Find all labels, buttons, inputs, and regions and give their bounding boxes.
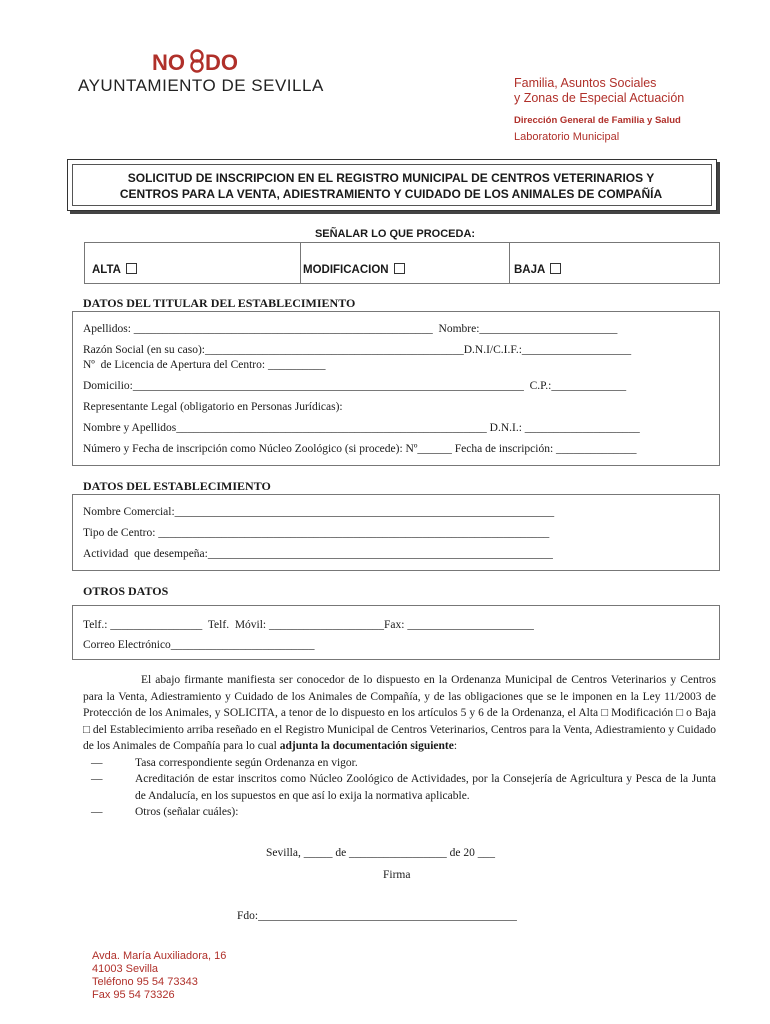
actividad-field[interactable]: Actividad que desempeña:____________________________________________________________ <box>83 548 553 560</box>
nombre-comercial-field[interactable]: Nombre Comercial:__________________________________________________________________ <box>83 506 555 518</box>
modificacion-checkbox[interactable] <box>394 263 405 274</box>
list-item-text: Tasa correspondiente según Ordenanza en vigor. <box>135 756 358 769</box>
options-heading: SEÑALAR LO QUE PROCEDA: <box>314 228 476 240</box>
city-logo-mark <box>150 46 240 76</box>
establecimiento-heading: DATOS DEL ESTABLECIMIENTO <box>83 479 271 493</box>
list-item <box>83 804 716 821</box>
apellidos-field[interactable]: Apellidos: ____________________________________________________ Nombre:________________________ <box>83 323 618 335</box>
razon-social-field[interactable]: Razón Social (en su caso):_____________________________________________D.N.I/C.I.F.:___________________ <box>83 344 632 356</box>
lab-name: Laboratorio Municipal <box>514 131 620 143</box>
fdo-field[interactable]: Fdo:_____________________________________________ <box>237 910 517 922</box>
footer-phone: Teléfono 95 54 73343 <box>92 976 198 988</box>
declaration-bold: adjunta la documentación siguiente <box>279 740 454 752</box>
alta-checkbox[interactable] <box>126 263 137 274</box>
dash-marker: — <box>91 773 103 785</box>
list-item-text: Acreditación de estar inscritos como Núcleo Zoológico de Actividades, por la Consejería de Agricultura y Pesca de la Junta de Andalucía, en los supuestos en que así lo exija la normativa aplicable. <box>135 773 716 802</box>
otros-box <box>72 605 720 660</box>
directorate: Dirección General de Familia y Salud <box>514 115 681 126</box>
footer-city: 41003 Sevilla <box>92 963 159 975</box>
telefonos-field[interactable]: Telf.: ________________ Telf. Móvil: ____________________Fax: ______________________ <box>83 619 534 631</box>
form-title-line-2: CENTROS PARA LA VENTA, ADIESTRAMIENTO Y CUIDADO DE LOS ANIMALES DE COMPAÑÍA <box>119 187 663 201</box>
otros-heading: OTROS DATOS <box>83 584 169 598</box>
org-name: AYUNTAMIENTO DE SEVILLA <box>78 76 324 95</box>
nombre-apellidos-field[interactable]: Nombre y Apellidos______________________________________________________ D.N.I.: ____________________ <box>83 422 640 434</box>
option-modificacion[interactable] <box>303 263 405 276</box>
option-alta-label: ALTA <box>92 264 121 276</box>
list-item <box>83 755 716 772</box>
footer-address: Avda. María Auxiliadora, 16 <box>92 950 227 962</box>
list-item-text: Otros (señalar cuáles): <box>135 806 239 818</box>
options-divider <box>300 243 301 283</box>
domicilio-field[interactable]: Domicilio:____________________________________________________________________ C.P.:_____________ <box>83 380 627 392</box>
baja-checkbox[interactable] <box>550 263 561 274</box>
department-line-1: Familia, Asuntos Sociales <box>514 76 657 90</box>
option-baja-label: BAJA <box>514 264 546 276</box>
declaration-colon: : <box>453 740 458 752</box>
footer-fax: Fax 95 54 73326 <box>92 989 175 1001</box>
tipo-centro-field[interactable]: Tipo de Centro: ____________________________________________________________________ <box>83 527 550 539</box>
correo-field[interactable]: Correo Electrónico_________________________ <box>83 639 315 651</box>
nucleo-zoologico-field[interactable]: Número y Fecha de inscripción como Núcleo Zoológico (si procede): Nº______ Fecha de inscripción: ______________ <box>83 443 637 455</box>
declaration <box>83 672 716 821</box>
department-line-2: y Zonas de Especial Actuación <box>514 91 685 105</box>
titular-heading: DATOS DEL TITULAR DEL ESTABLECIMIENTO <box>83 296 356 310</box>
options-divider <box>509 243 510 283</box>
place-date-field[interactable]: Sevilla, _____ de _________________ de 20 ___ <box>266 847 496 859</box>
form-title-line-1: SOLICITUD DE INSCRIPCION EN EL REGISTRO MUNICIPAL DE CENTROS VETERINARIOS Y <box>127 171 655 185</box>
list-item <box>83 771 716 804</box>
dash-marker: — <box>91 806 103 818</box>
firma-label: Firma <box>383 869 411 881</box>
dash-marker: — <box>91 756 103 769</box>
form-title <box>72 170 710 202</box>
licencia-field[interactable]: Nº de Licencia de Apertura del Centro: __________ <box>83 359 326 371</box>
declaration-paragraph <box>83 672 716 755</box>
declaration-text: El abajo firmante manifiesta ser conocedor de lo dispuesto en la Ordenanza Municipal de Centros Veterinarios y Centros para la Venta, Adiestramiento y Cuidado de los Animales de Compañía, y de las obligaciones que se le imponen en la Ley 11/2003 de Protección de los Animales, y SOLICITA, a tenor de lo dispuesto en los artículos 5 y 6 de la Ordenanza, el Alta □ Modificación □ o Baja □ del Establecimiento arriba reseñado en el Registro Municipal de Centros Veterinarios, Centros para la Venta, Adiestramiento y Cuidado de los Animales de Compañía para lo cual <box>83 674 716 752</box>
option-alta[interactable] <box>92 263 137 276</box>
svg-text:NO: NO <box>152 50 185 75</box>
option-modificacion-label: MODIFICACION <box>303 264 389 276</box>
option-baja[interactable] <box>514 263 561 276</box>
representante-label: Representante Legal (obligatorio en Personas Jurídicas): <box>83 401 343 413</box>
svg-text:DO: DO <box>205 50 238 75</box>
